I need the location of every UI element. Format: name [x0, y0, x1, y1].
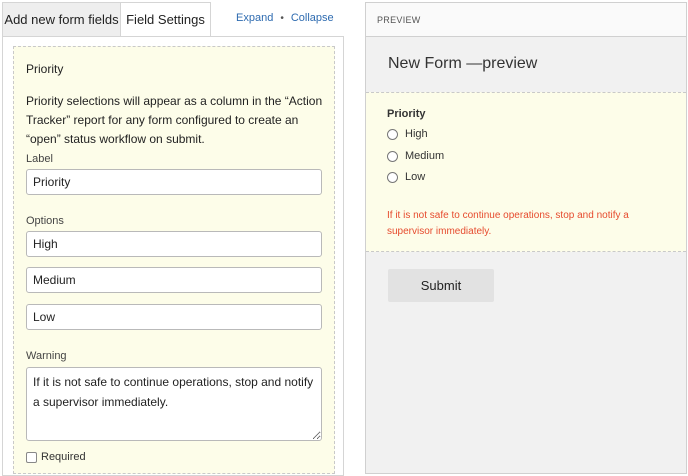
option-input-low[interactable] — [26, 304, 322, 330]
preview-panel — [365, 2, 687, 474]
option-input-high[interactable] — [26, 231, 322, 257]
radio-label: Medium — [405, 150, 445, 162]
separator-dot: • — [280, 12, 284, 24]
warning-textarea[interactable] — [26, 367, 322, 441]
tab-add-new-form-fields[interactable]: Add new form fields — [2, 2, 121, 37]
expand-link[interactable]: Expand — [236, 12, 274, 24]
radio-button[interactable] — [387, 151, 398, 162]
required-toggle[interactable] — [26, 451, 86, 463]
label-caption: Label — [26, 153, 53, 165]
field-settings-body — [2, 36, 344, 476]
submit-button[interactable]: Submit — [388, 269, 494, 302]
required-checkbox[interactable] — [26, 452, 37, 463]
radio-label: High — [405, 128, 428, 140]
field-description: Priority selections will appear as a column in the “Action Tracker” report for any form configured to create an “open” status workflow on submit. — [26, 94, 323, 146]
preview-option-medium[interactable] — [387, 150, 444, 162]
radio-label: Low — [405, 171, 426, 183]
preview-field-label: Priority — [387, 108, 426, 120]
tab-bar — [0, 0, 344, 37]
field-settings-title: Priority — [26, 62, 64, 76]
expand-collapse-links — [236, 12, 334, 24]
tab-field-settings[interactable]: Field Settings — [121, 2, 211, 37]
collapse-link[interactable]: Collapse — [290, 12, 334, 24]
preview-option-low[interactable] — [387, 171, 425, 183]
preview-option-high[interactable] — [387, 128, 428, 140]
radio-button[interactable] — [387, 129, 398, 140]
field-settings-card — [13, 46, 335, 474]
radio-button[interactable] — [387, 172, 398, 183]
preview-form-title: New Form —preview — [388, 55, 538, 72]
options-caption: Options — [26, 215, 64, 227]
required-label: Required — [41, 451, 86, 463]
preview-header: PREVIEW — [366, 3, 686, 37]
option-input-medium[interactable] — [26, 267, 322, 293]
preview-priority-field — [366, 92, 686, 252]
preview-warning-text: If it is not safe to continue operations, stop and notify a supervisor immediately. — [387, 210, 629, 237]
warning-caption: Warning — [26, 350, 67, 362]
label-input[interactable] — [26, 169, 322, 195]
